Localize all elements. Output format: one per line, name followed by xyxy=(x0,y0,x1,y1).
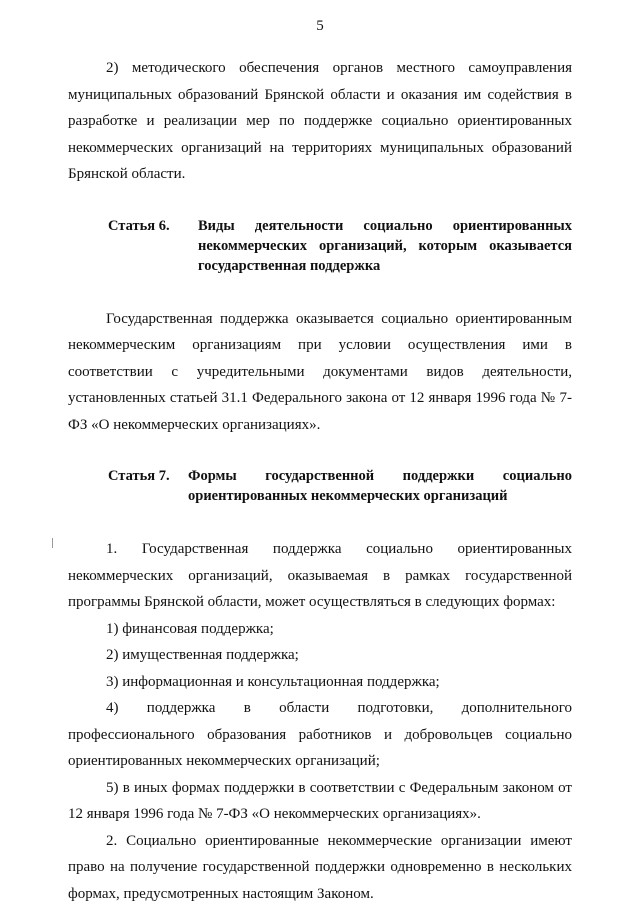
article-7-heading xyxy=(108,466,572,506)
article-6-number: Статья 6. xyxy=(108,216,198,276)
page-number: 5 xyxy=(0,18,640,35)
margin-mark xyxy=(52,538,53,548)
intro-paragraph: 2) методического обеспечения органов местного самоуправления муниципальных образований Брянской области и оказания им содействия в разработке и реализации мер по поддержке социально ориентированных некоммерческих организаций на территориях муниципальных образований Брянской области. xyxy=(68,55,572,188)
article-6-text: Государственная поддержка оказывается социально ориентированным некоммерческим организациям при условии осуществления ими в соответствии с учредительными документами видов деятельности, установленных статьей 31.1 Федерального закона от 12 января 1996 года № 7-ФЗ «О некоммерческих организациях». xyxy=(68,306,572,439)
form-item-2: 2) имущественная поддержка; xyxy=(68,642,572,669)
article-6-title: Виды деятельности социально ориентированных некоммерческих организаций, которым оказывается государственная поддержка xyxy=(198,216,572,276)
document-body xyxy=(68,55,572,907)
form-item-3: 3) информационная и консультационная поддержка; xyxy=(68,669,572,696)
article-7-number: Статья 7. xyxy=(108,466,188,506)
article-7-title: Формы государственной поддержки социально ориентированных некоммерческих организаций xyxy=(188,466,572,506)
form-item-4: 4) поддержка в области подготовки, дополнительного профессионального образования работников и добровольцев социально ориентированных некоммерческих организаций; xyxy=(68,695,572,775)
form-item-1: 1) финансовая поддержка; xyxy=(68,616,572,643)
form-item-5: 5) в иных формах поддержки в соответствии с Федеральным законом от 12 января 1996 года № 7-ФЗ «О некоммерческих организациях». xyxy=(68,775,572,828)
article-7-paragraph-2: 2. Социально ориентированные некоммерческие организации имеют право на получение государственной поддержки одновременно в нескольких формах, предусмотренных настоящим Законом. xyxy=(68,828,572,907)
article-7-paragraph-1: 1. Государственная поддержка социально ориентированных некоммерческих организаций, оказываемая в рамках государственной программы Брянской области, может осуществляться в следующих формах: xyxy=(68,536,572,616)
article-6-heading xyxy=(108,216,572,276)
